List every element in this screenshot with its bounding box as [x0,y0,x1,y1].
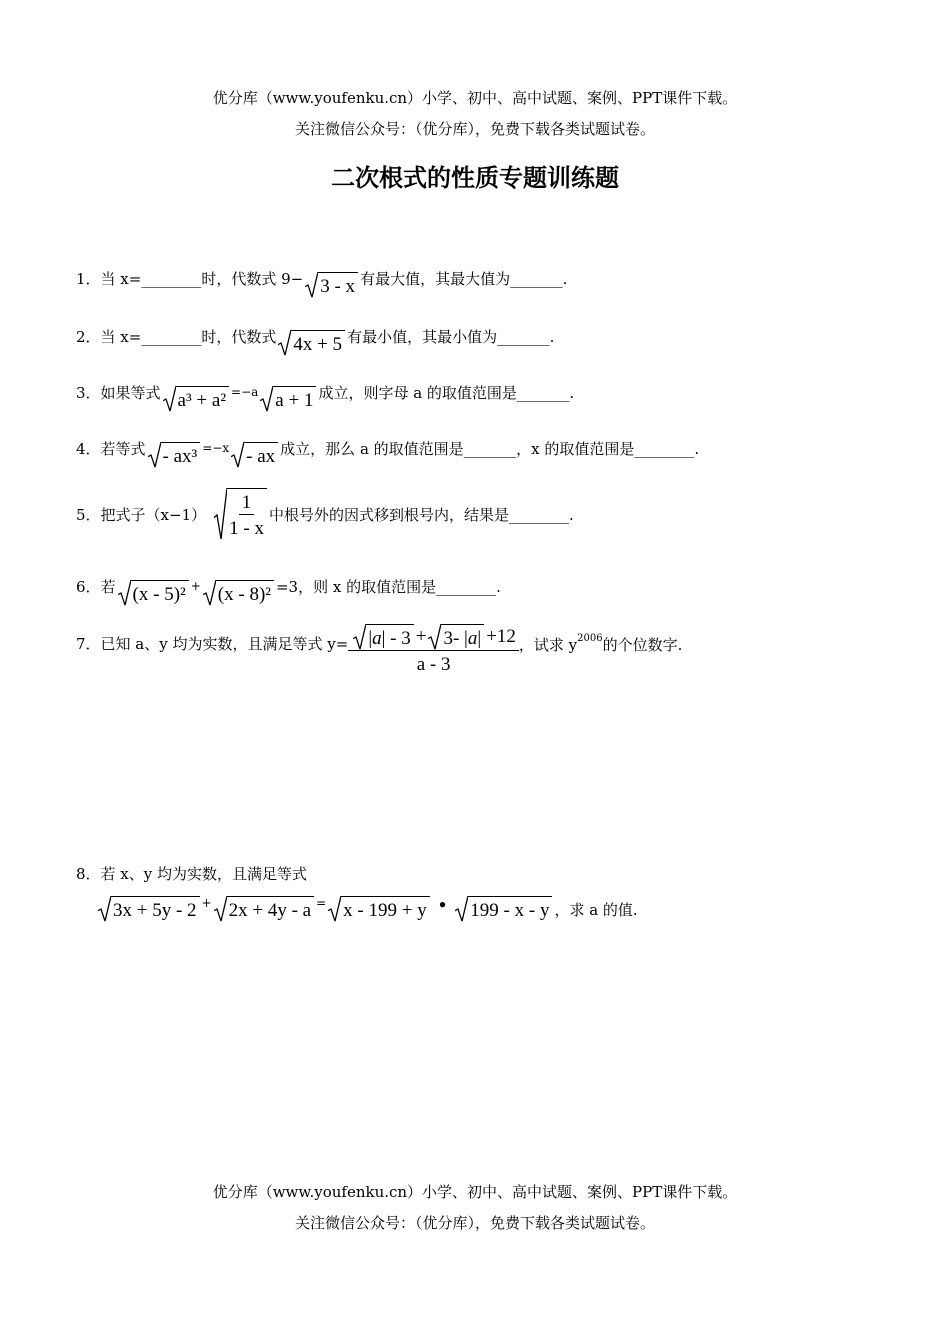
question-7-tail: ，试求 $y^{2006}$的个位数字. [518,633,683,654]
footer-line-1: 优分库（www.youfenku.cn）小学、初中、高中试题、案例、PPT课件下载。 [212,1183,738,1201]
multiply-dot: • [437,896,448,914]
question-8-stem: 8．若 x、y 均为实数，且满足等式 [76,865,308,883]
exponent: 2006 [577,633,603,644]
radical [214,488,267,540]
question-7 [76,624,682,676]
plus-sign: + [190,579,201,593]
header-line-1: 优分库（www.youfenku.cn）小学、初中、高中试题、案例、PPT课件下载。 [212,89,738,107]
radicand: 3 - x [318,272,358,298]
question-2-tail: 有最小值，其最小值为_______. [347,327,555,346]
header-line-2: 关注微信公众号：（优分库），免费下载各类试题试卷。 [294,120,655,138]
radical [148,442,201,468]
page-title: 二次根式的性质专题训练题 [331,164,619,192]
question-2-stem: 2．当 x=________时，代数式 [76,327,277,346]
question-5-tail: 中根号外的因式移到根号内，结果是________. [268,505,574,524]
question-7-stem: 7．已知 a、y 均为实数，且满足等式 y= [76,635,349,653]
question-5-stem: 5．把式子（x−1） [76,505,207,524]
question-5 [76,488,574,540]
plus-sign: + [201,896,212,910]
question-3-tail: 成立，则字母 a 的取值范围是_______. [318,383,575,402]
radical [278,330,345,356]
radical [214,896,314,922]
question-8-tail: ，求 a 的值. [554,900,638,919]
radical [231,442,278,468]
radical [163,386,229,412]
equals-neg-a: =−a [231,385,259,399]
question-3 [76,372,574,412]
denominator: a - 3 [416,654,451,675]
radical [305,272,358,298]
question-4-stem: 4．若等式 [76,439,146,458]
constant-term: +12 [486,626,516,647]
question-4 [76,428,699,468]
radicand: 4x + 5 [291,330,345,356]
radical [203,580,274,606]
question-4-tail: 成立，那么 a 的取值范围是_______，x 的取值范围是________. [280,439,700,458]
radical [98,896,200,922]
question-1-stem: 1．当 x=________时，代数式 9− [76,269,304,288]
question-1-tail: 有最大值，其最大值为_______. [360,269,568,288]
radicand: (x - 5)² [131,580,189,606]
equals-sign: = [316,896,327,910]
radical [428,624,484,650]
radicand: 2x + 4y - a [227,896,314,922]
question-6-tail: =3，则 x 的取值范围是________. [275,577,501,596]
radicand: 3- | a | [441,624,484,650]
radical [353,624,413,650]
fraction [348,624,519,676]
footer-line-2: 关注微信公众号：（优分库），免费下载各类试题试卷。 [294,1214,655,1232]
question-6 [76,566,501,606]
radicand: (x - 8)² [216,580,274,606]
question-3-stem: 3．如果等式 [76,383,161,402]
radicand: 3x + 5y - 2 [111,896,200,922]
question-8-equation [96,896,638,922]
denominator: 1 - x [229,518,264,539]
question-8 [76,863,307,884]
numerator: 1 [239,492,255,515]
question-6-stem: 6．若 [76,577,116,596]
radicand: a + 1 [273,386,316,412]
radicand: - ax³ [161,442,201,468]
equals-neg-x: =−x [202,441,230,455]
radical [260,386,316,412]
radicand: | a | - 3 [366,624,413,650]
question-2 [76,316,554,356]
question-1 [76,258,567,298]
radicand: - ax [244,442,278,468]
fraction [229,492,264,540]
radicand: a³ + a² [176,386,229,412]
radical [118,580,189,606]
radical [328,896,430,922]
radical [455,896,552,922]
radicand: x - 199 + y [341,896,430,922]
plus-sign: + [415,626,427,647]
radicand: 199 - x - y [468,896,552,922]
